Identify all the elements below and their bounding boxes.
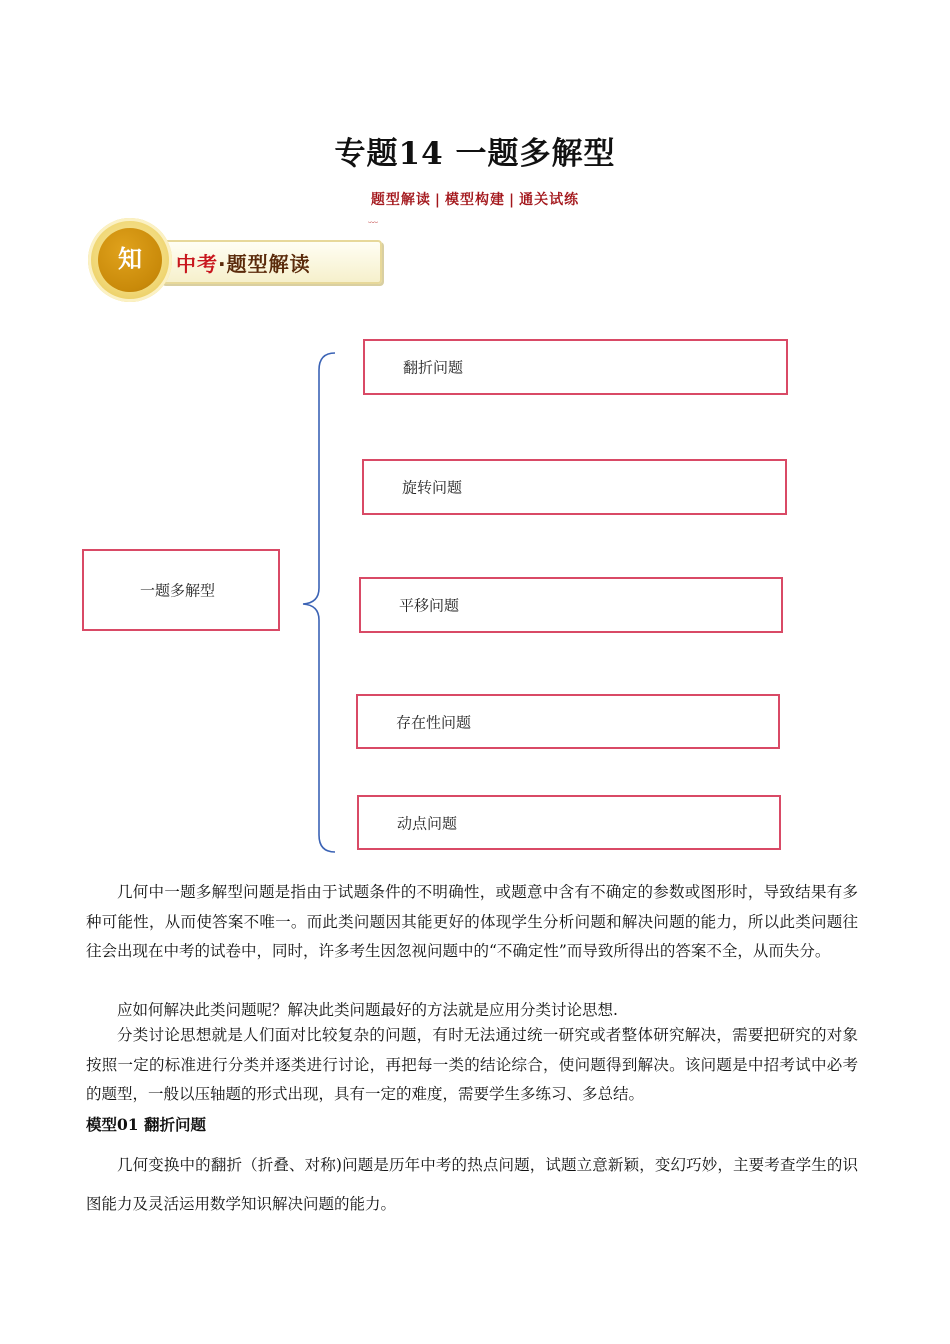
diagram-branch-box-2 xyxy=(362,459,787,515)
badge-label-dark: 题型解读 xyxy=(226,252,311,276)
body-paragraph-1: 几何中一题多解型问题是指由于试题条件的不明确性，或题意中含有不确定的参数或图形时，导致结果有多种可能性，从而使答案不唯一。而此类问题因其能更好的体现学生分析问题和解决问题的能力，所以此类问题往往会出现在中考的试卷中，同时，许多考生因忽视问题中的“不确定性”而导致所得出的答案不全，从而失分。 xyxy=(86,883,858,960)
section-subtitle xyxy=(0,189,950,209)
diagram-branch-label: 旋转问题 xyxy=(402,478,463,497)
diagram-branch-box-4 xyxy=(356,694,780,749)
model-heading: 模型01 翻折问题 xyxy=(86,1115,206,1134)
subtitle-separator: | xyxy=(434,192,441,208)
section-badge xyxy=(88,218,388,304)
subtitle-separator: | xyxy=(509,192,516,208)
body-paragraph-3: 分类讨论思想就是人们面对比较复杂的问题，有时无法通过统一研究或者整体研究解决，需要把研究的对象按照一定的标准进行分类并逐类进行讨论，再把每一类的结论综合，使问题得到解决。该问题是中招考试中必考的题型，一般以压轴题的形式出现，具有一定的难度，需要学生多练习、多总结。 xyxy=(86,1026,858,1103)
diagram-branch-label: 翻折问题 xyxy=(403,358,464,377)
badge-circle-icon xyxy=(88,218,172,302)
badge-label xyxy=(176,248,311,277)
diagram-root-label: 一题多解型 xyxy=(140,581,216,600)
subtitle-part-3: 通关试练 xyxy=(519,192,580,208)
subtitle-part-1: 题型解读 xyxy=(370,192,431,208)
brace-line xyxy=(303,353,335,852)
badge-label-dot: · xyxy=(218,252,227,276)
diagram-branch-box-5 xyxy=(357,795,781,850)
badge-label-red: 中考 xyxy=(176,252,218,276)
subtitle-part-2: 模型构建 xyxy=(445,192,505,208)
model-paragraph: 几何变换中的翻折（折叠、对称)问题是历年中考的热点问题，试题立意新颖，变幻巧妙，主要考查学生的识图能力及灵活运用数学知识解决问题的能力。 xyxy=(86,1156,858,1213)
diagram-branch-label: 存在性问题 xyxy=(396,713,472,731)
badge-circle-char: 知 xyxy=(98,228,162,292)
diagram-branch-box-1 xyxy=(363,339,788,395)
badge-label-bar xyxy=(160,240,382,284)
body-paragraph-2: 应如何解决此类问题呢？解决此类问题最好的方法就是应用分类讨论思想. xyxy=(117,1001,618,1019)
subtitle-decoration-icon: ﹏ xyxy=(368,214,378,225)
diagram-branch-box-3 xyxy=(359,577,783,633)
diagram-root-box xyxy=(82,549,280,631)
diagram-branch-label: 平移问题 xyxy=(399,596,460,615)
diagram-branch-label: 动点问题 xyxy=(397,814,458,832)
page-title: 专题14 一题多解型 xyxy=(334,136,616,172)
diagram-brace xyxy=(295,350,345,856)
